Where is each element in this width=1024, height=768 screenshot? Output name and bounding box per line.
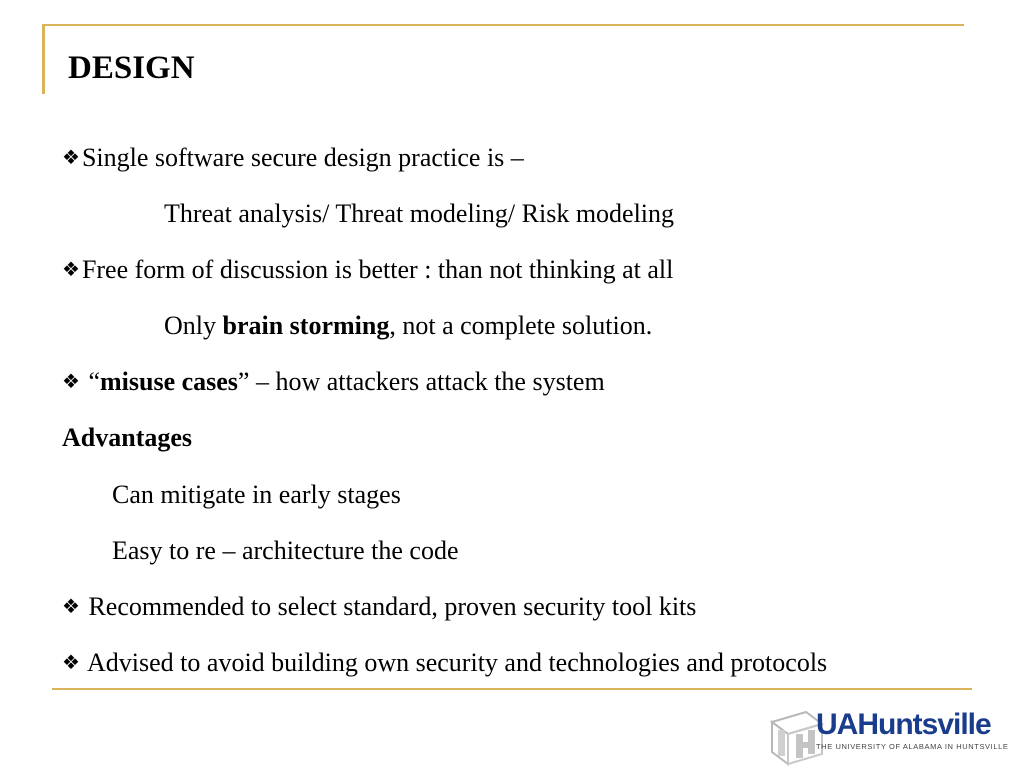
advantage-item-rearchitecture — [112, 531, 459, 571]
bullet-line-design-practice — [62, 138, 524, 178]
line-text: Advantages — [62, 423, 193, 452]
bullet-line-avoid-building — [62, 643, 827, 683]
diamond-bullet-icon: ❖ — [62, 147, 80, 169]
line-text-before: “ — [88, 367, 100, 396]
line-text: Recommended to select standard, proven security tool kits — [88, 592, 697, 621]
line-text: Free form of discussion is better : than not thinking at all — [81, 255, 674, 284]
logo-tagline: THE UNIVERSITY OF ALABAMA IN HUNTSVILLE — [816, 742, 1009, 751]
subline-brain-storming — [164, 306, 652, 346]
line-text: Single software secure design practice is – — [81, 143, 524, 172]
subline-threat-analysis — [164, 194, 674, 234]
diamond-bullet-icon: ❖ — [62, 652, 80, 674]
left-frame-rule — [42, 26, 45, 94]
diamond-bullet-icon: ❖ — [62, 259, 80, 281]
line-text: Easy to re – architecture the code — [112, 536, 459, 565]
advantages-heading — [62, 418, 192, 458]
top-frame-rule — [42, 24, 964, 26]
line-text: Threat analysis/ Threat modeling/ Risk modeling — [164, 199, 675, 228]
slide-title: DESIGN — [68, 50, 195, 86]
line-text-after: , not a complete solution. — [389, 311, 653, 340]
line-text-after: ” – how attackers attack the system — [237, 367, 605, 396]
diamond-bullet-icon: ❖ — [62, 371, 80, 393]
university-logo — [766, 706, 1016, 766]
line-text-bold: brain storming — [222, 311, 390, 340]
line-text-bold: misuse cases — [99, 367, 238, 396]
bullet-line-free-form — [62, 250, 673, 290]
diamond-bullet-icon: ❖ — [62, 596, 80, 618]
line-text-before: Only — [164, 311, 223, 340]
line-text: Can mitigate in early stages — [112, 480, 401, 509]
line-text: Advised to avoid building own security and technologies and protocols — [87, 648, 828, 677]
logo-name: UAHuntsville — [816, 708, 991, 741]
footer-divider — [52, 688, 972, 690]
bullet-line-tool-kits — [62, 587, 696, 627]
advantage-item-mitigate — [112, 475, 401, 515]
bullet-line-misuse-cases — [62, 362, 605, 402]
